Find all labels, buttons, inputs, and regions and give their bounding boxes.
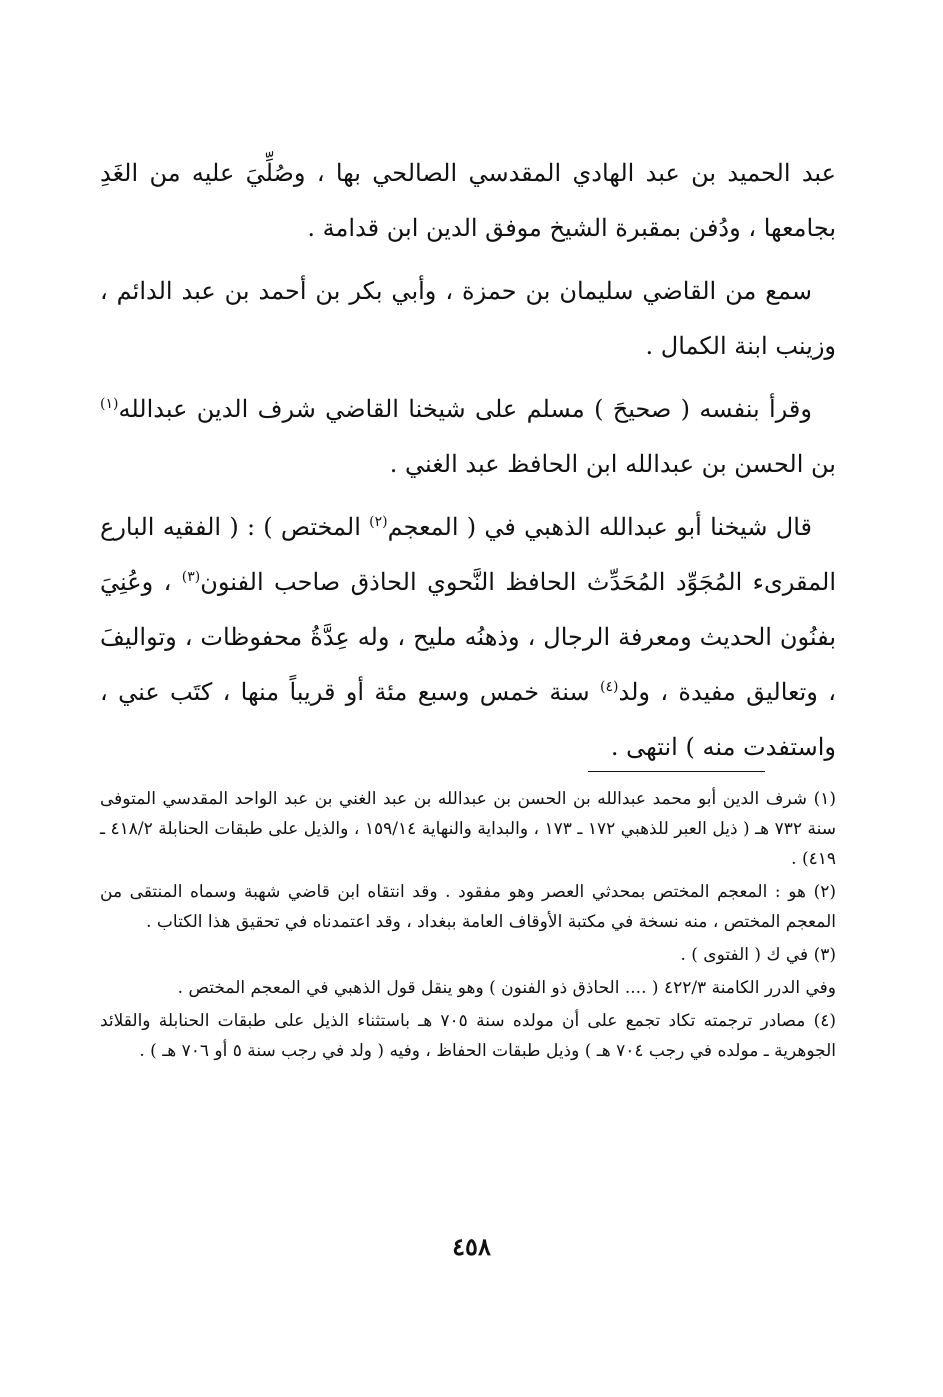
paragraph-dhahabi-quote (100, 500, 836, 775)
paragraph-reading (100, 382, 836, 492)
page-number: ٤٥٨ (452, 1232, 491, 1261)
paragraph-text: سنة خمس وسبع مئة أو قريباً منها ، كتَب عني ، واستفدت منه ) انتهى . (100, 678, 836, 761)
footnote-3-continued: وفي الدرر الكامنة ٤٢٢/٣ ( .... الحاذق ذو الفنون ) وهو ينقل قول الذهبي في المعجم المختص . (177, 978, 836, 998)
footnote-separator (588, 771, 765, 772)
paragraph-burial (100, 146, 836, 256)
paragraph-text: وقرأ بنفسه ( صحيحَ ) مسلم على شيخنا القاضي شرف الدين عبدالله (118, 395, 812, 423)
footnote-ref-3: (٣) (181, 569, 201, 585)
paragraph-teachers (100, 264, 836, 374)
footnote-3: (٣) في ك ( الفتوى ) . (680, 945, 836, 965)
footnote-ref-2: (٢) (369, 514, 388, 530)
paragraph-text: عبد الحميد بن عبد الهادي المقدسي الصالحي بها ، وصُلِّيَ عليه من الغَدِ بجامعها ، ودُفن بمقبرة الشيخ موفق الدين ابن قدامة . (100, 159, 836, 242)
paragraph-text: المختص ) : ( الفقيه البارع المقرىء المُجَوِّد المُحَدِّث الحافظ النَّحوي الحاذق صاحب الفنون (100, 513, 836, 596)
paragraph-text: قال شيخنا أبو عبدالله الذهبي في ( المعجم (387, 513, 812, 541)
paragraph-text: سمع من القاضي سليمان بن حمزة ، وأبي بكر بن أحمد بن عبد الدائم ، وزينب ابنة الكمال . (100, 277, 836, 360)
footnote-2: (٢) هو : المعجم المختص بمحدثي العصر وهو مفقود . وقد انتقاه ابن قاضي شهبة وسماه المنتقى من المعجم المختص ، منه نسخة في مكتبة الأوقاف العامة ببغداد ، وقد اعتمدناه في تحقيق هذا الكتاب . (100, 882, 836, 932)
paragraph-text: بن الحسن بن عبدالله ابن الحافظ عبد الغني . (389, 450, 836, 478)
footnote-ref-1: (١) (100, 396, 119, 412)
main-text (100, 146, 836, 775)
footnote-1: (١) شرف الدين أبو محمد عبدالله بن الحسن بن عبدالله بن عبد الغني بن عبد الواحد المقدسي المتوفى سنة ٧٣٢ هـ ( ذيل العبر للذهبي ١٧٢ ـ ١٧٣ ، والبداية والنهاية ١٥٩/١٤ ، والذيل على طبقات الحنابلة ٤١٨/٢ ـ ٤١٩) . (100, 789, 836, 869)
footnotes (100, 784, 836, 1069)
footnote-ref-4: (٤) (600, 679, 619, 695)
paragraph-text: ، وعُنِيَ بفنُون الحديث ومعرفة الرجال ، وذهنُه مليح ، وله عِدَّةُ محفوظات ، وتواليفَ ، وتعاليق مفيدة ، ولد (100, 568, 836, 706)
footnote-4: (٤) مصادر ترجمته تكاد تجمع على أن مولده سنة ٧٠٥ هـ باستثناء الذيل على طبقات الحنابلة والقلائد الجوهرية ـ مولده في رجب ٧٠٤ هـ ) وذيل طبقات الحفاظ ، وفيه ( ولد في رجب سنة ٥ أو ٧٠٦ هـ ) . (100, 1011, 836, 1061)
